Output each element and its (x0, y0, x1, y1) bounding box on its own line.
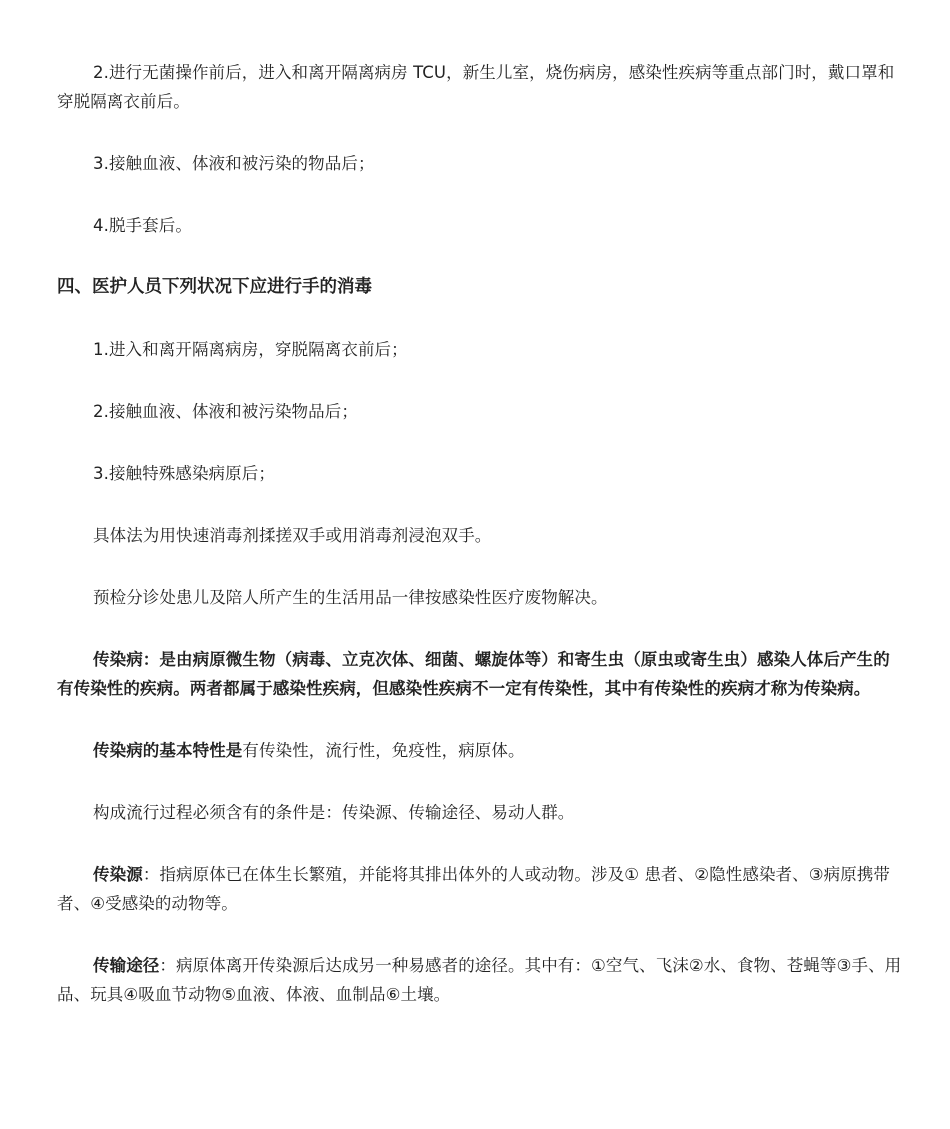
paragraph-disinfect-2 (57, 397, 902, 426)
paragraph-text: ：病原体离开传染源后达成另一种易感者的途径。其中有：①空气、飞沫②水、食物、苍蝇等③手、用品、玩具④吸血节动物⑤血液、体液、血制品⑥土壤。 (57, 956, 902, 1004)
term-label: 传染病的基本特性是 (93, 741, 243, 760)
paragraph-text: 具体法为用快速消毒剂揉搓双手或用消毒剂浸泡双手。 (93, 526, 492, 545)
paragraph-text: 2.接触血液、体液和被污染物品后； (93, 402, 358, 421)
paragraph-text: 有传染性，流行性，免疫性，病原体。 (242, 741, 525, 760)
paragraph-text: 3.接触特殊感染病原后； (93, 464, 275, 483)
paragraph-hand-wash-3 (57, 149, 902, 178)
paragraph-disinfect-1 (57, 335, 902, 364)
paragraph-text: 预检分诊处患儿及陪人所产生的生活用品一律按感染性医疗废物解决。 (93, 588, 608, 607)
paragraph-transmission-route (57, 951, 902, 1009)
paragraph-hand-wash-4 (57, 211, 902, 240)
section-heading (57, 273, 902, 302)
paragraph-method (57, 521, 902, 550)
term-label: 传染源 (93, 865, 143, 884)
heading-text: 四、医护人员下列状况下应进行手的消毒 (57, 277, 372, 297)
paragraph-text: 构成流行过程必须含有的条件是：传染源、传输途径、易动人群。 (93, 803, 575, 822)
document-page (57, 58, 902, 1009)
paragraph-triage (57, 583, 902, 612)
paragraph-text: 1.进入和离开隔离病房，穿脱隔离衣前后； (93, 340, 408, 359)
term-label: 传输途径 (93, 956, 160, 975)
paragraph-text: 4.脱手套后。 (93, 216, 192, 235)
paragraph-epidemic-conditions (57, 798, 902, 827)
paragraph-hand-wash-2 (57, 58, 902, 116)
paragraph-disinfect-3 (57, 459, 902, 488)
paragraph-text: ：指病原体已在体生长繁殖，并能将其排出体外的人或动物。涉及① 患者、②隐性感染者、③病原携带者、④受感染的动物等。 (57, 865, 891, 913)
paragraph-text: 2.进行无菌操作前后，进入和离开隔离病房 TCU，新生儿室，烧伤病房，感染性疾病等重点部门时，戴口罩和穿脱隔离衣前后。 (57, 63, 895, 111)
paragraph-infection-source (57, 860, 902, 918)
paragraph-text: 3.接触血液、体液和被污染的物品后； (93, 154, 375, 173)
paragraph-infectious-disease-definition (57, 645, 902, 703)
paragraph-text: 传染病：是由病原微生物（病毒、立克次体、细菌、螺旋体等）和寄生虫（原虫或寄生虫）感染人体后产生的有传染性的疾病。两者都属于感染性疾病，但感染性疾病不一定有传染性，其中有传染性的疾病才称为传染病。 (57, 650, 890, 698)
paragraph-basic-characteristics (57, 736, 902, 765)
